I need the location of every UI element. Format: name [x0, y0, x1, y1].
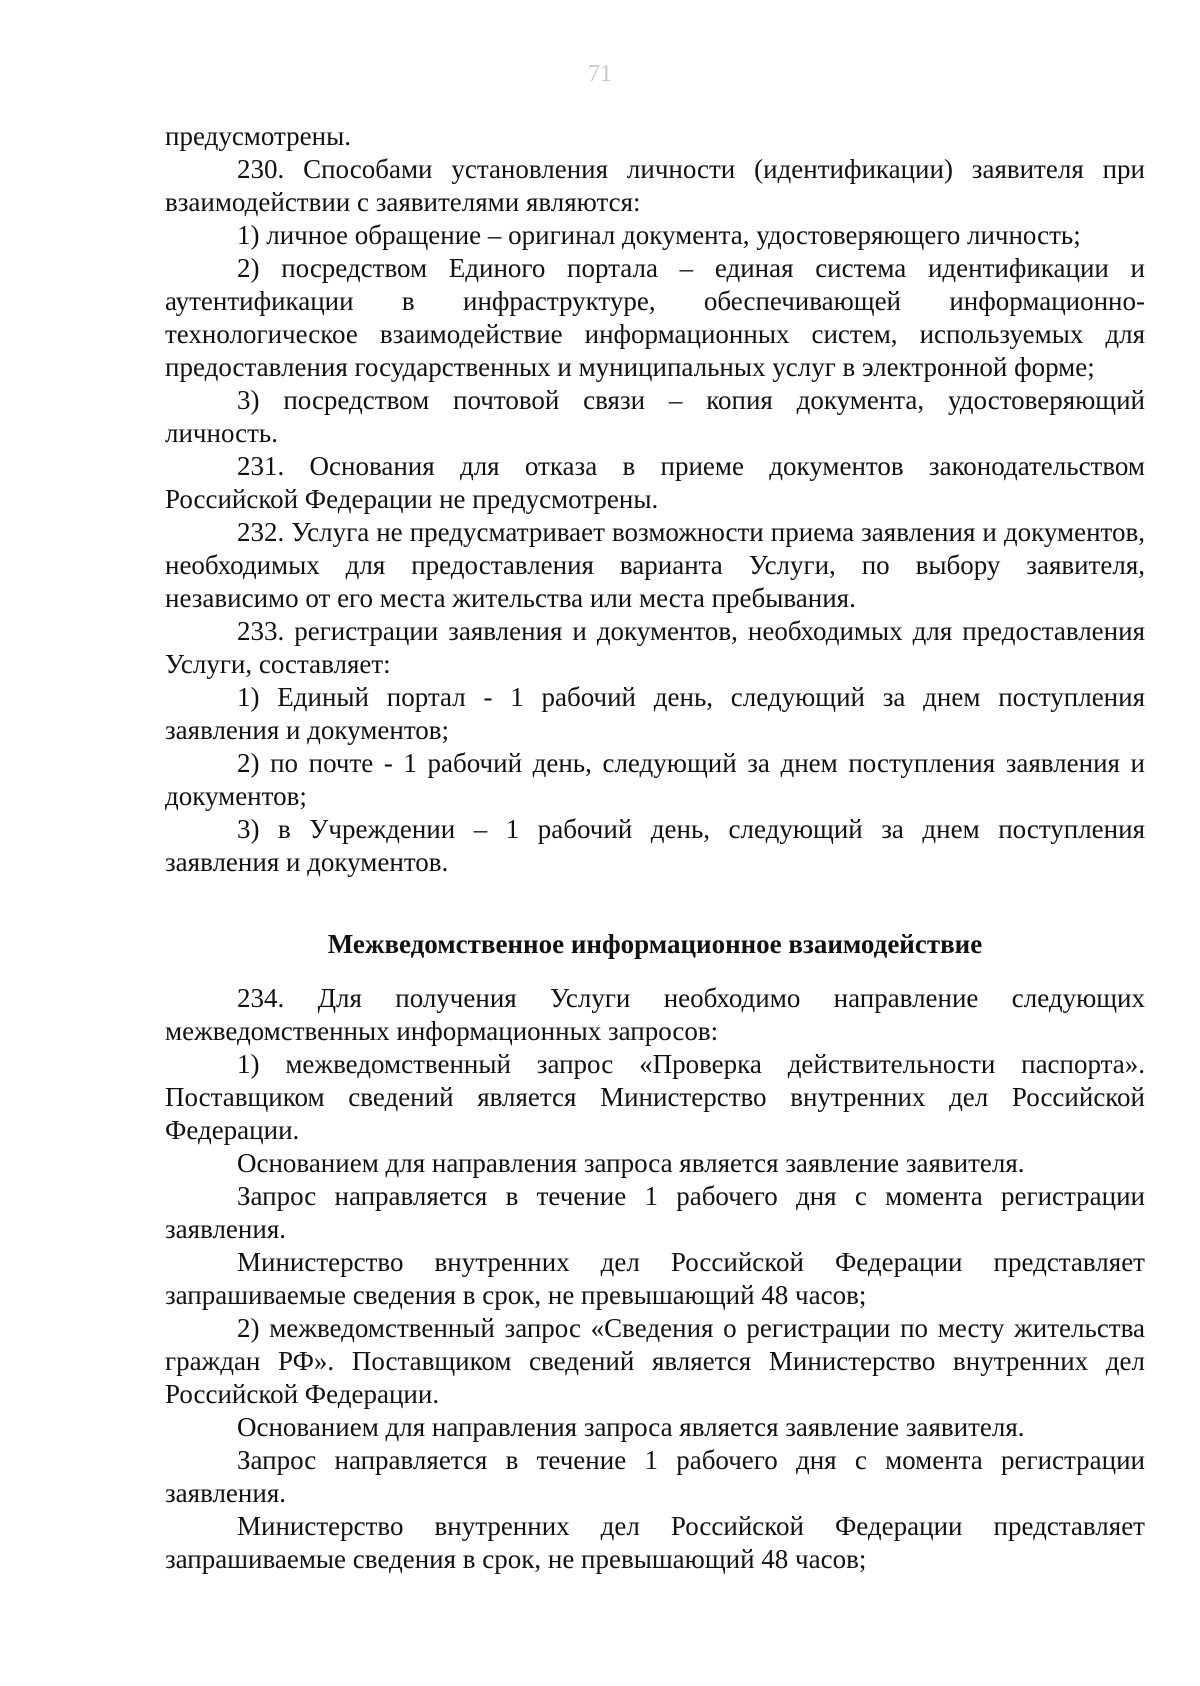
paragraph-234: 234. Для получения Услуги необходимо направление следующих межведомственных информационных запросов: [165, 983, 1145, 1046]
paragraph-230-item-3: 3) посредством почтовой связи – копия документа, удостоверяющий личность. [165, 385, 1145, 448]
paragraph-234-item-1: 1) межведомственный запрос «Проверка действительности паспорта». Поставщиком сведений является Министерство внутренних дел Российской Федерации. [165, 1049, 1145, 1145]
section-heading: Межведомственное информационное взаимодействие [327, 929, 983, 959]
paragraph-basis: Основанием для направления запроса является заявление заявителя. [237, 1148, 1025, 1178]
paragraph-request-timing-2: Запрос направляется в течение 1 рабочего дня с момента регистрации заявления. [165, 1445, 1145, 1508]
paragraph-230: 230. Способами установления личности (идентификации) заявителя при взаимодействии с заявителями являются: [165, 154, 1145, 217]
paragraphs-after-heading [165, 982, 1145, 1576]
paragraph-request-timing: Запрос направляется в течение 1 рабочего дня с момента регистрации заявления. [165, 1181, 1145, 1244]
paragraph-provider-deadline: Министерство внутренних дел Российской Федерации представляет запрашиваемые сведения в срок, не превышающий 48 часов; [165, 1247, 1145, 1310]
document-body [165, 120, 1145, 1576]
spacer [165, 879, 1145, 890]
paragraph-234-item-2: 2) межведомственный запрос «Сведения о регистрации по месту жительства граждан РФ». Поставщиком сведений является Министерство внутренних дел Российской Федерации. [165, 1313, 1145, 1409]
paragraphs-before-heading [165, 120, 1145, 879]
paragraph-233-item-1: 1) Единый портал - 1 рабочий день, следующий за днем поступления заявления и документов; [165, 682, 1145, 745]
paragraph-provider-deadline-2: Министерство внутренних дел Российской Федерации представляет запрашиваемые сведения в срок, не превышающий 48 часов; [165, 1511, 1145, 1574]
paragraph-231: 231. Основания для отказа в приеме документов законодательством Российской Федерации не предусмотрены. [165, 451, 1145, 514]
paragraph-230-item-2: 2) посредством Единого портала – единая система идентификации и аутентификации в инфраструктуре, обеспечивающей информационно-технологическое взаимодействие информационных систем, используемых для предоставления государственных и муниципальных услуг в электронной форме; [165, 253, 1145, 382]
page-number: 71 [588, 61, 612, 87]
paragraph-233-item-2: 2) по почте - 1 рабочий день, следующий за днем поступления заявления и документов; [165, 748, 1145, 811]
paragraph-233-item-3: 3) в Учреждении – 1 рабочий день, следующий за днем поступления заявления и документов. [165, 814, 1145, 877]
paragraph-basis-2: Основанием для направления запроса является заявление заявителя. [237, 1412, 1025, 1442]
paragraph-230-item-1: 1) личное обращение – оригинал документа, удостоверяющего личность; [237, 220, 1081, 250]
paragraph-233: 233. регистрации заявления и документов, необходимых для предоставления Услуги, составляет: [165, 616, 1145, 679]
paragraph-232: 232. Услуга не предусматривает возможности приема заявления и документов, необходимых для предоставления варианта Услуги, по выбору заявителя, независимо от его места жительства или места пребывания. [165, 517, 1145, 613]
paragraph-continuation: предусмотрены. [165, 121, 351, 151]
